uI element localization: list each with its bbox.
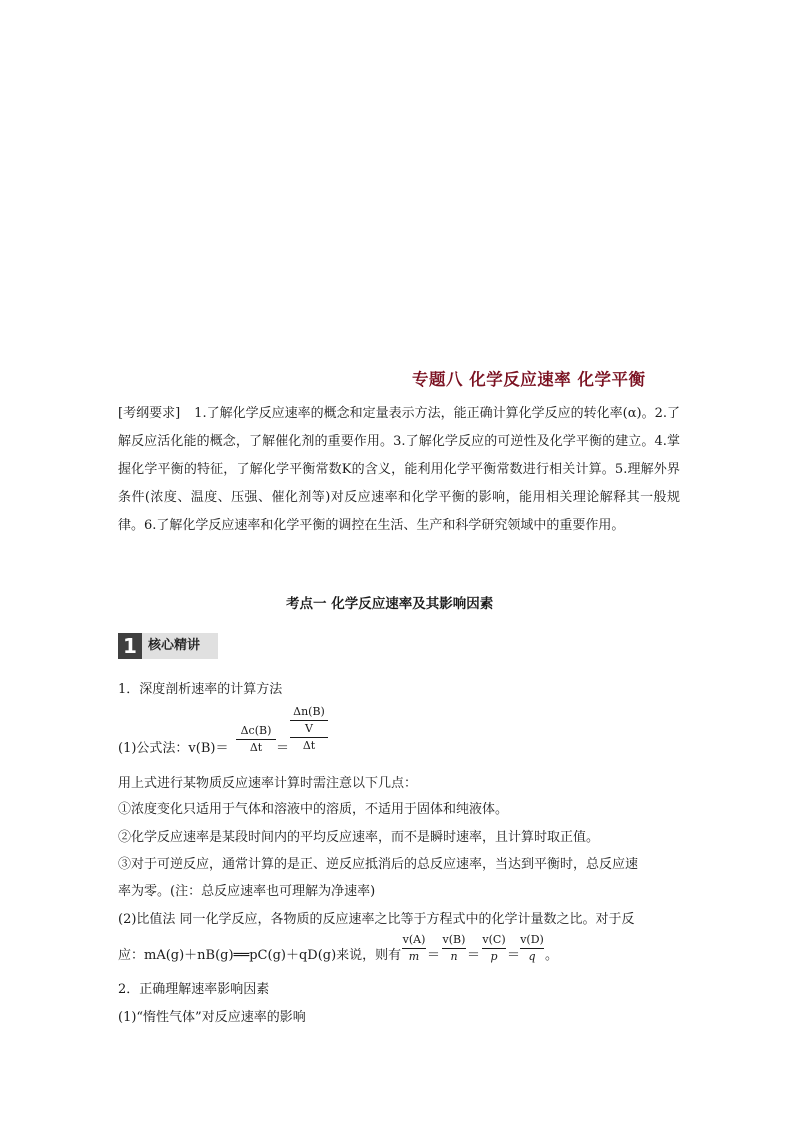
ratio-fraction-d xyxy=(520,933,544,964)
notes-intro: 用上式进行某物质反应速率计算时需注意以下几点： xyxy=(118,776,418,791)
formula-label: (1)公式法： xyxy=(118,741,189,756)
ratio-denominator: m xyxy=(408,950,420,963)
subheading-inert-gas: (1)“惰性气体”对反应速率的影响 xyxy=(118,1010,306,1025)
requirements-text: 1.了解化学反应速率的概念和定量表示方法，能正确计算化学反应的转化率(α)。2.了解反应活化能的概念，了解催化剂的重要作用。3.了解化学反应的可逆性及化学平衡的建立。4.掌握化学平衡的特征，了解化学平衡常数K的含义，能利用化学平衡常数进行相关计算。5.理解外界条件(浓度、温度、压强、催化剂等)对反应速率和化学平衡的影响，能用相关理论解释其一般规律。6.了解化学反应速率和化学平衡的调控在生活、生产和科学研究领域中的重要作用。 xyxy=(118,406,680,533)
heading-factors: 2．正确理解速率影响因素 xyxy=(118,982,270,997)
core-badge xyxy=(118,633,218,659)
ratio-numerator: v(A) xyxy=(402,933,426,946)
ratio-fraction-b xyxy=(442,933,466,964)
syllabus-requirements xyxy=(118,400,680,540)
ratio-equals: ＝ xyxy=(467,948,481,963)
heading-calc-method: 1．深度剖析速率的计算方法 xyxy=(118,682,283,697)
formula-equals: ＝ xyxy=(276,741,290,756)
fraction-concentration xyxy=(236,724,276,755)
fraction-volume: V xyxy=(305,722,313,735)
fraction-moles xyxy=(290,705,328,753)
fraction-numerator: Δc(B) xyxy=(240,724,272,737)
fraction-denominator: Δt xyxy=(249,741,263,754)
ratio-numerator: v(D) xyxy=(520,933,544,946)
page-title: 专题八 化学反应速率 化学平衡 xyxy=(412,370,646,389)
note-item: 率为零。(注：总反应速率也可理解为净速率) xyxy=(118,884,376,899)
ratio-denominator: q xyxy=(528,950,536,963)
ratio-equals: ＝ xyxy=(507,948,521,963)
section-title: 考点一 化学反应速率及其影响因素 xyxy=(286,596,494,612)
note-item: ③对于可逆反应，通常计算的是正、逆反应抵消后的总反应速率，当达到平衡时，总反应速 xyxy=(118,857,639,872)
formula-lhs: v(B)＝ xyxy=(188,741,229,756)
ratio-denominator: n xyxy=(450,950,458,963)
ratio-period: 。 xyxy=(545,948,559,963)
fraction-denominator: Δt xyxy=(302,739,316,752)
note-item: ①浓度变化只适用于气体和溶液中的溶质，不适用于固体和纯液体。 xyxy=(118,802,509,817)
fraction-numerator: Δn(B) xyxy=(293,705,325,718)
ratio-numerator: v(B) xyxy=(442,933,466,946)
ratio-reaction: 应：mA(g)＋nB(g)══pC(g)＋qD(g)来说，则有 xyxy=(118,948,402,963)
ratio-denominator: p xyxy=(490,950,498,963)
ratio-fraction-a xyxy=(402,933,426,964)
ratio-method-line: (2)比值法 同一化学反应，各物质的反应速率之比等于方程式中的化学计量数之比。对于反 xyxy=(118,912,635,927)
badge-number: 1 xyxy=(118,633,142,659)
requirements-label: [考纲要求] xyxy=(118,406,181,421)
badge-label: 核心精讲 xyxy=(148,638,201,653)
formula-prefix xyxy=(118,737,228,756)
ratio-fraction-c xyxy=(482,933,506,964)
note-item: ②化学反应速率是某段时间内的平均反应速率，而不是瞬时速率，且计算时取正值。 xyxy=(118,830,600,845)
ratio-numerator: v(C) xyxy=(482,933,506,946)
ratio-equals: ＝ xyxy=(427,948,441,963)
